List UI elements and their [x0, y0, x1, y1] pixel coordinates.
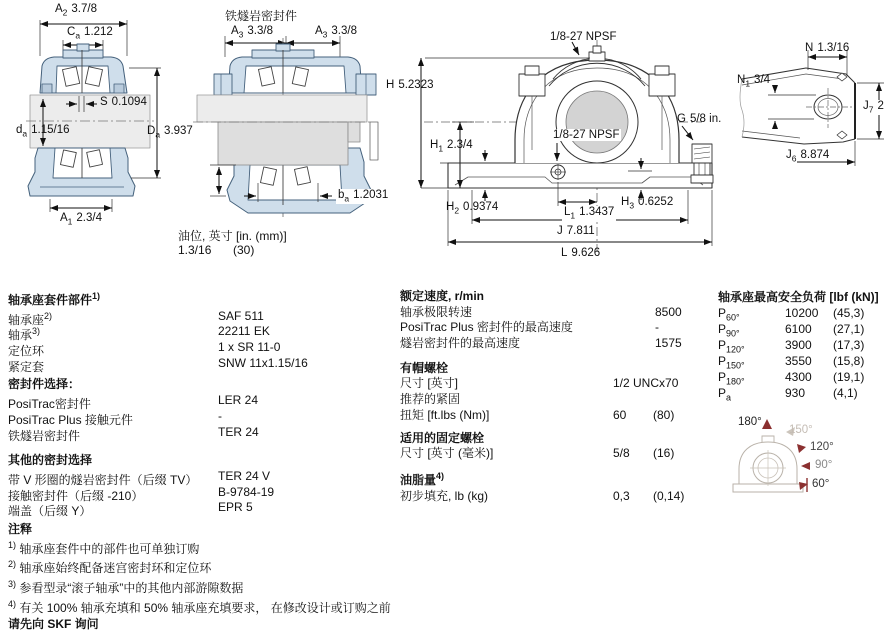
angle-label-90: 90°: [815, 459, 832, 471]
dim-label-a3-right: $A_3$ 3.3/8: [315, 25, 357, 40]
spec-row: 推荐的紧固: [400, 392, 700, 408]
dim-label-g: G 5/8 in.: [677, 113, 721, 125]
loads-header: 轴承座最高安全负荷 [lbf (kN)]: [718, 289, 896, 305]
spec-row: 扭矩 [ft.lbs (Nm)] 60 (80): [400, 408, 700, 424]
dim-label-h2: $H_2$ 0.9374: [446, 201, 498, 216]
spec-row: PosiTrac Plus 接触元件 -: [8, 409, 438, 425]
dim-label-a2: $A_2$ 3.7/8: [55, 3, 97, 18]
fixing-bolts-header: 适用的固定螺栓: [400, 431, 700, 447]
speed-header: 额定速度, r/min: [400, 289, 700, 305]
note-item: $^{4)}$ 有关 100% 轴承充填和 50% 轴承座充填要求， 在修改设计或订购之前: [8, 597, 438, 617]
dim-label-da: $d_a$ 1.15/16: [16, 124, 70, 139]
load-rows: [718, 305, 896, 401]
angle-label-60: 60°: [812, 478, 829, 490]
spec-row: 紧定套 SNW 11x1.15/16: [8, 356, 438, 372]
other-seal-rows: [8, 469, 438, 516]
dim-label-ba: $b_a$ 1.2031: [336, 189, 390, 204]
note-item: $^{3)}$ 参看型录“滚子轴承”中的其他内部游隙数据: [8, 577, 438, 597]
dim-label-n1: $N_1$ 3/4: [737, 74, 770, 89]
dim-label-a3-left: $A_3$ 3.3/8: [231, 25, 273, 40]
spec-row: 轴承极限转速 8500: [400, 305, 700, 321]
spec-column-ratings: [400, 289, 700, 504]
kit-rows: [8, 309, 438, 372]
grease-rows: [400, 489, 700, 505]
dim-label-h: H 5.2323: [386, 79, 434, 91]
spec-row: 尺寸 [英寸 (毫米)] 5/8 (16): [400, 446, 700, 462]
angle-label-120: 120°: [810, 441, 834, 453]
seal-choice-header: 密封件选择：: [8, 377, 438, 393]
spec-row: 接触密封件（后缀 -210） B-9784-19: [8, 485, 438, 501]
spec-row: PosiTrac密封件 LER 24: [8, 393, 438, 409]
spec-row: PosiTrac Plus 密封件的最高速度 -: [400, 320, 700, 336]
spec-row: 初步填充, lb (kg) 0,3 (0,14): [400, 489, 700, 505]
dim-label-ca: $C_a$ 1.212: [67, 26, 113, 41]
dim-label-a1: $A_1$ 2.3/4: [60, 212, 102, 227]
spec-row: 轴承座$^{2)}$ SAF 511: [8, 309, 438, 325]
spec-row: 铁燧岩密封件 TER 24: [8, 425, 438, 441]
angle-label-150: 150°: [789, 424, 813, 436]
oil-level-mm: (30): [233, 243, 254, 257]
note-item: $^{1)}$ 轴承座套件中的部件也可单独订购: [8, 538, 438, 558]
spec-column-loads: [718, 289, 896, 401]
drawing-left-view: [26, 20, 161, 212]
dim-label-j7: $J_7$ 2: [861, 100, 886, 115]
middle-view-title: 铁燧岩密封件: [225, 7, 297, 24]
dim-label-l1: $L_1$ 1.3437: [562, 206, 616, 221]
load-row: $P_{60^\circ}$ 10200 (45,3): [718, 305, 896, 321]
seal-rows: [8, 393, 438, 440]
dim-label-l: L 9.626: [561, 247, 600, 259]
dim-label-s: S 0.1094: [100, 96, 147, 108]
cap-bolt-rows: [400, 376, 700, 423]
dim-label-Da: $D_a$ 3.937: [147, 125, 193, 140]
cap-bolts-header: 有帽螺栓: [400, 361, 700, 377]
notes-header: 注释: [8, 522, 438, 538]
spec-row: 燧岩密封件的最高速度 1575: [400, 336, 700, 352]
dim-label-j: J 7.811: [557, 225, 595, 237]
spec-row: 端盖（后缀 Y） EPR 5: [8, 500, 438, 516]
note-item: $^{2)}$ 轴承座始终配备迷宫密封环和定位环: [8, 557, 438, 577]
notes-footer: 请先向 SKF 询问: [8, 617, 438, 632]
angle-label-180: 180°: [738, 416, 762, 428]
spec-column-components: [8, 289, 438, 632]
dim-label-n: N 1.3/16: [805, 42, 849, 54]
spec-row: 定位环 1 x SR 11-0: [8, 340, 438, 356]
load-row: $P_{90^\circ}$ 6100 (27,1): [718, 321, 896, 337]
load-row: $P_{120^\circ}$ 3900 (17,3): [718, 337, 896, 353]
dim-label-npsf-top: 1/8-27 NPSF: [550, 31, 616, 43]
fixing-bolt-rows: [400, 446, 700, 462]
load-row: $P_{150^\circ}$ 3550 (15,8): [718, 353, 896, 369]
grease-header: 油脂量$^{4)}$: [400, 469, 700, 489]
dim-label-j6: $J_6$ 8.874: [786, 149, 829, 164]
dim-label-h3: $H_3$ 0.6252: [621, 196, 673, 211]
oil-level-value: 1.3/16: [178, 243, 211, 257]
spec-row: 轴承$^{3)}$ 22211 EK: [8, 324, 438, 340]
oil-level-label: 油位, 英寸 [in. (mm)]: [178, 227, 287, 244]
dim-label-h1: $H_1$ 2.3/4: [430, 139, 473, 154]
other-seal-header: 其他的密封选择: [8, 453, 438, 469]
spec-row: 带 V 形圈的燧岩密封件（后缀 TV） TER 24 V: [8, 469, 438, 485]
notes-list: [8, 538, 438, 617]
speed-rows: [400, 305, 700, 352]
load-row: $P_a$ 930 (4,1): [718, 385, 896, 401]
dim-label-npsf-mid: 1/8-27 NPSF: [551, 129, 621, 141]
spec-row: 尺寸 [英寸] 1/2 UNCx70: [400, 376, 700, 392]
kit-header: 轴承座套件部件$^{1)}$: [8, 289, 438, 309]
load-row: $P_{180^\circ}$ 4300 (19,1): [718, 369, 896, 385]
